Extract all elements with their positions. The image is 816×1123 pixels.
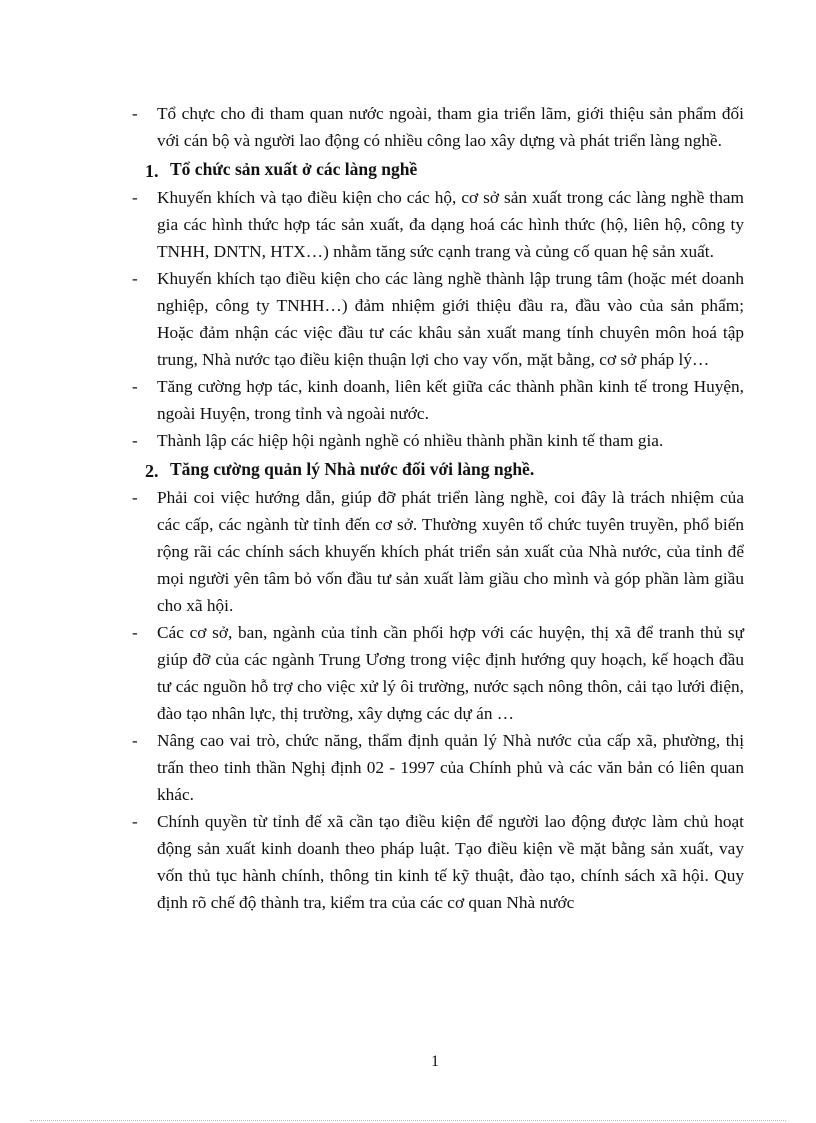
bullet-dash-icon: - xyxy=(132,431,138,450)
heading-number: 2. xyxy=(145,461,159,481)
heading-text: Tăng cường quản lý Nhà nước đối với làng nghề. xyxy=(170,459,535,479)
footer-divider xyxy=(30,1120,786,1121)
bullet-dash-icon: - xyxy=(132,188,138,207)
bullet-item xyxy=(132,619,744,727)
bullet-text: Khuyến khích và tạo điều kiện cho các hộ, cơ sở sản xuất trong các làng nghề tham gia các hình thức hợp tác sản xuất, đa dạng hoá các hình thức (hộ, liên hộ, công ty TNHH, DNTN, HTX…) nhằm tăng sức cạnh trang và củng cố quan hệ sản xuất. xyxy=(157,188,744,261)
page-number: 1 xyxy=(431,1053,439,1070)
bullet-text: Nâng cao vai trò, chức năng, thẩm định quản lý Nhà nước của cấp xã, phường, thị trấn theo tinh thần Nghị định 02 - 1997 của Chính phủ và các văn bản có liên quan khác. xyxy=(157,731,744,804)
bullet-item xyxy=(132,100,744,154)
bullet-dash-icon: - xyxy=(132,488,138,507)
bullet-text: Phải coi việc hướng dẫn, giúp đỡ phát triển làng nghề, coi đây là trách nhiệm của các cấp, các ngành từ tỉnh đến cơ sở. Thường xuyên tổ chức tuyên truyền, phổ biến rộng rãi các chính sách khuyến khích phát triển sản xuất của Nhà nước, của tỉnh để mọi người yên tâm bỏ vốn đầu tư sản xuất làm giầu cho mình và góp phần làm giầu cho xã hội. xyxy=(157,488,744,615)
section-heading-2 xyxy=(145,454,816,484)
bullet-item xyxy=(132,808,744,916)
bullet-dash-icon: - xyxy=(132,269,138,288)
bullet-text: Chính quyền từ tỉnh đế xã cần tạo điều kiện để người lao động được làm chủ hoạt động sản xuất kinh doanh theo pháp luật. Tạo điều kiện về mặt bằng sản xuất, vay vốn thủ tục hành chính, thông tin kinh tế kỹ thuật, đào tạo, chính sách xã hội. Quy định rõ chế độ thành tra, kiểm tra của các cơ quan Nhà nước xyxy=(157,812,744,912)
bullet-dash-icon: - xyxy=(132,104,138,123)
document-body xyxy=(0,100,816,916)
bullet-item xyxy=(132,265,744,373)
bullet-dash-icon: - xyxy=(132,731,138,750)
bullet-dash-icon: - xyxy=(132,812,138,831)
bullet-item xyxy=(132,727,744,808)
bullet-text: Các cơ sở, ban, ngành của tỉnh cần phối hợp với các huyện, thị xã để tranh thủ sự giúp đỡ của các ngành Trung Ương trong việc định hướng quy hoạch, kế hoạch đầu tư các nguồn hỗ trợ cho việc xử lý ôi trường, nước sạch nông thôn, cải tạo lưới điện, đào tạo nhân lực, thị trường, xây dựng các dự án … xyxy=(157,623,744,723)
bullet-item xyxy=(132,427,744,454)
bullet-item xyxy=(132,484,744,619)
bullet-text: Khuyến khích tạo điều kiện cho các làng nghề thành lập trung tâm (hoặc mét doanh nghiệp, công ty TNHH…) đảm nhiệm giới thiệu đầu ra, đầu vào của sản phẩm; Hoặc đảm nhận các việc đầu tư các khâu sản xuất mang tính chuyên môn hoá tập trung, Nhà nước tạo điều kiện thuận lợi cho vay vốn, mặt bằng, cơ sở pháp lý… xyxy=(157,269,744,369)
bullet-item xyxy=(132,184,744,265)
bullet-text: Thành lập các hiệp hội ngành nghề có nhiều thành phần kinh tế tham gia. xyxy=(157,431,664,450)
bullet-text: Tổ chực cho đi tham quan nước ngoài, tham gia triển lãm, giới thiệu sản phẩm đối với cán bộ và người lao động có nhiều công lao xây dựng và phát triển làng nghề. xyxy=(157,104,744,150)
section-heading-1 xyxy=(145,154,816,184)
bullet-dash-icon: - xyxy=(132,377,138,396)
heading-text: Tổ chức sản xuất ở các làng nghề xyxy=(170,159,418,179)
heading-number: 1. xyxy=(145,161,159,181)
bullet-dash-icon: - xyxy=(132,623,138,642)
bullet-text: Tăng cường hợp tác, kinh doanh, liên kết giữa các thành phần kinh tế trong Huyện, ngoài Huyện, trong tỉnh và ngoài nước. xyxy=(157,377,744,423)
bullet-item xyxy=(132,373,744,427)
